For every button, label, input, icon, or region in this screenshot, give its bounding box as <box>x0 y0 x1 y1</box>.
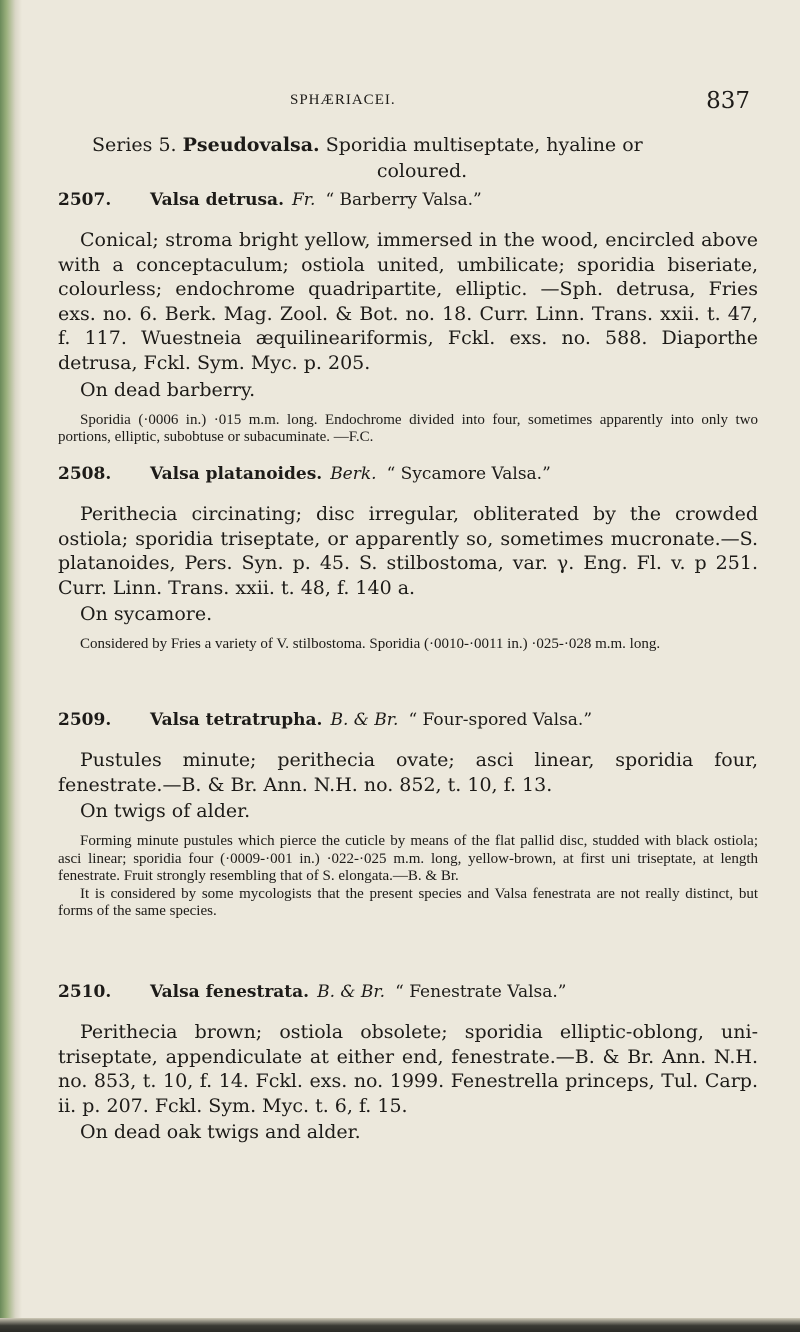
species-authority: Berk. <box>330 464 377 484</box>
book-spine-edge <box>0 0 22 1332</box>
entry-heading <box>58 462 758 486</box>
common-name: “ Four-spored Valsa.” <box>408 710 593 730</box>
series-heading <box>92 132 732 184</box>
running-head-title: SPHÆRIACEI. <box>290 92 396 108</box>
species-authority: Fr. <box>291 190 316 210</box>
species-authority: B. & Br. <box>317 982 386 1002</box>
entry-description: Conical; stroma bright yellow, immersed in the wood, encircled above with a conceptaculum; ostiola united, umbilicate; sporidia biseriate, colourless; endochrome quadripartite, elliptic. —Sph. detrusa, Fries exs. no. 6. Berk. Mag. Zool. & Bot. no. 18. Curr. Linn. Trans. xxii. t. 47, f. 117. Wuestneia æquilineariformis, Fckl. exs. no. 588. Diaporthe detrusa, Fckl. Sym. Myc. p. 205. <box>58 229 758 374</box>
page-number: 837 <box>706 88 750 114</box>
species-entry <box>58 708 758 921</box>
species-name: Valsa platanoides. <box>150 464 323 484</box>
running-head <box>58 88 758 118</box>
species-entry <box>58 980 758 1144</box>
species-authority: B. & Br. <box>330 710 399 730</box>
entry-description: Perithecia circinating; disc irregular, obliterated by the crowded ostiola; sporidia triseptate, or apparently so, sometimes mucronate.—S. platanoides, Pers. Syn. p. 45. S. stilbostoma, var. γ. Eng. Fl. v. p 251. Curr. Linn. Trans. xxii. t. 48, f. 140 a. <box>58 503 758 599</box>
entry-habitat: On dead barberry. <box>80 378 256 401</box>
entry-habitat: On dead oak twigs and alder. <box>80 1121 361 1144</box>
common-name: “ Fenestrate Valsa.” <box>395 982 567 1002</box>
species-entry <box>58 188 758 447</box>
entry-number: 2509. <box>58 710 112 730</box>
entry-note: Considered by Fries a variety of V. stilbostoma. Sporidia (·0010-·0011 in.) ·025-·028 m.m. long. <box>80 636 661 653</box>
common-name: “ Sycamore Valsa.” <box>386 464 551 484</box>
entry-heading <box>58 708 758 732</box>
species-name: Valsa fenestrata. <box>150 982 310 1002</box>
entry-habitat: On twigs of alder. <box>80 800 251 823</box>
entry-number: 2507. <box>58 190 112 210</box>
species-entry <box>58 462 758 654</box>
page-bottom-edge <box>0 1318 800 1332</box>
series-description-line1: Sporidia multiseptate, hyaline or <box>325 134 643 156</box>
series-label: Series 5. <box>92 134 177 156</box>
entry-number: 2508. <box>58 464 112 484</box>
entry-description: Pustules minute; perithecia ovate; asci linear, sporidia four, fenestrate.—B. & Br. Ann. N.H. no. 852, t. 10, f. 13. <box>58 749 758 796</box>
species-name: Valsa detrusa. <box>150 190 284 210</box>
common-name: “ Barberry Valsa.” <box>325 190 482 210</box>
entry-heading <box>58 188 758 212</box>
entry-note: Sporidia (·0006 in.) ·015 m.m. long. Endochrome divided into four, sometimes apparently into only two portions, elliptic, subobtuse or subacuminate. —F.C. <box>58 411 758 446</box>
entry-number: 2510. <box>58 982 112 1002</box>
entry-description: Perithecia brown; ostiola obsolete; sporidia elliptic-oblong, uni-triseptate, appendiculate at either end, fenestrate.—B. & Br. Ann. N.H. no. 853, t. 10, f. 14. Fckl. exs. no. 1999. Fenestrella princeps, Tul. Carp. ii. p. 207. Fckl. Sym. Myc. t. 6, f. 15. <box>58 1021 758 1117</box>
species-name: Valsa tetratrupha. <box>150 710 323 730</box>
entry-habitat: On sycamore. <box>80 603 213 626</box>
document-page <box>58 0 758 1332</box>
series-name: Pseudovalsa. <box>182 134 320 156</box>
entry-heading <box>58 980 758 1004</box>
series-description-line2: coloured. <box>376 160 468 182</box>
entry-note: Forming minute pustules which pierce the cuticle by means of the flat pallid disc, studded with black ostiola; asci linear; sporidia four (·0009-·001 in.) ·022-·025 m.m. long, yellow-brown, at first uni triseptate, at length fenestrate. Fruit strongly resembling that of S. elongata.—B. & Br. It is considered by some mycologists that the present species and Valsa fenestrata are not really distinct, but forms of the same species. <box>58 833 758 920</box>
